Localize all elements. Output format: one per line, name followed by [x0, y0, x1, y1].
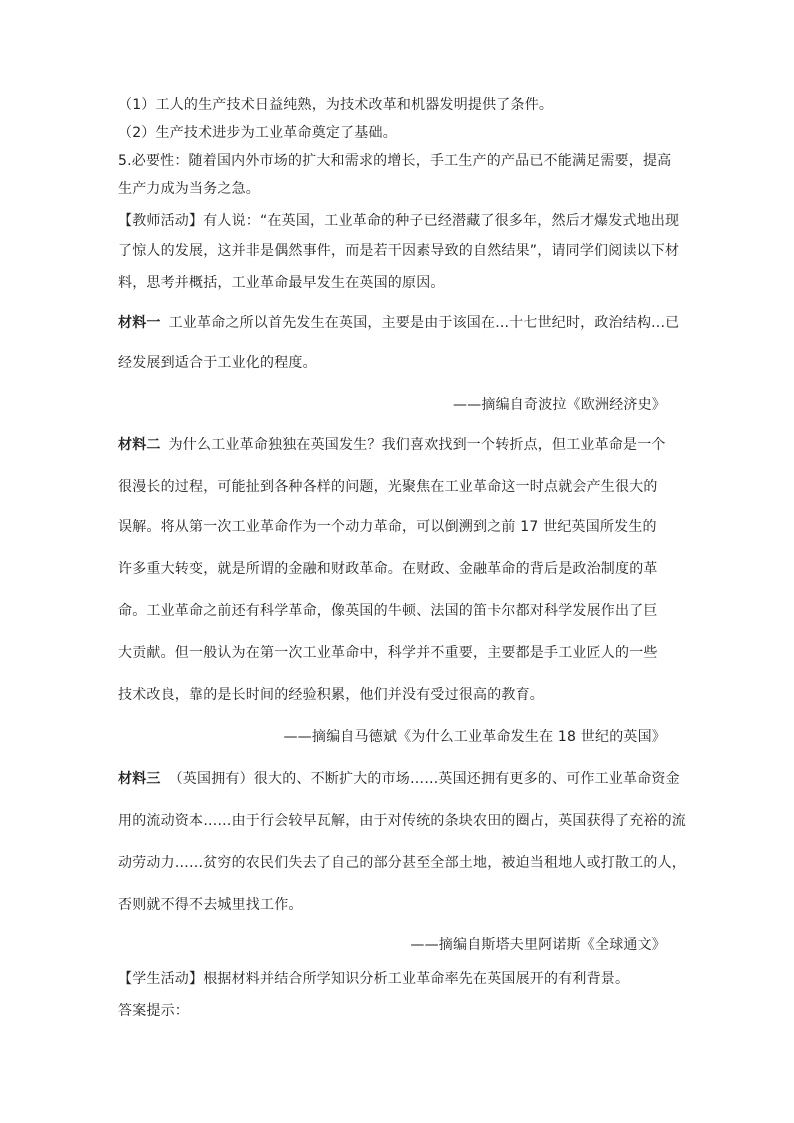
material-1-source: ——摘编自奇波拉《欧洲经济史》 — [453, 397, 666, 413]
material-3-line-4: 否则就不得不去城里找工作。 — [118, 897, 303, 913]
intro-line-1: （1）工人的生产技术日益纯熟，为技术改革和机器发明提供了条件。 — [118, 97, 554, 113]
intro-line-4: 生产力成为当务之急。 — [118, 181, 260, 197]
material-3-source: ——摘编自斯塔夫里阿诺斯《全球通文》 — [410, 937, 666, 953]
material-3-line-3: 动劳动力……贫穷的农民们失去了自己的部分甚至全部土地，被迫当租地人或打散工的人， — [118, 855, 686, 871]
answer-hint-label: 答案提示： — [118, 1003, 189, 1019]
intro-line-3: 5.必要性：随着国内外市场的扩大和需求的增长，手工生产的产品已不能满足需要，提高 — [118, 153, 672, 169]
teacher-activity-line-2: 了惊人的发展，这并非是偶然事件，而是若干因素导致的自然结果”，请同学们阅读以下材 — [118, 243, 680, 259]
material-2-text-1: 为什么工业革命独独在英国发生？我们喜欢找到一个转折点，但工业革命是一个 — [168, 437, 666, 453]
material-2-line-7: 技术改良，靠的是长时间的经验积累，他们并没有受过很高的教育。 — [118, 687, 544, 703]
material-1-line-1 — [118, 314, 688, 332]
intro-line-2: （2）生产技术进步为工业革命奠定了基础。 — [118, 125, 397, 141]
material-3-text-1: （英国拥有）很大的、不断扩大的市场……英国还拥有更多的、可作工业革命资金 — [168, 771, 680, 787]
student-activity-line-1: 【学生活动】根据材料并结合所学知识分析工业革命率先在英国展开的有利背景。 — [118, 971, 630, 987]
material-3-line-1 — [118, 770, 688, 788]
material-2-line-5: 命。工业革命之前还有科学革命，像英国的牛顿、法国的笛卡尔都对科学发展作出了巨 — [118, 603, 658, 619]
teacher-activity-line-1: 【教师活动】有人说：“在英国，工业革命的种子已经潜藏了很多年，然后才爆发式地出现 — [118, 213, 680, 229]
material-2-line-4: 许多重大转变，就是所谓的金融和财政革命。在财政、金融革命的背后是政治制度的革 — [118, 561, 658, 577]
material-1-text-1: 工业革命之所以首先发生在英国，主要是由于该国在...十七世纪时，政治结构...已 — [168, 315, 680, 331]
material-2-line-1 — [118, 436, 688, 454]
material-1-label: 材料一 — [118, 315, 161, 331]
material-2-line-2: 很漫长的过程，可能扯到各种各样的问题，光聚焦在工业革命这一时点就会产生很大的 — [118, 479, 658, 495]
material-2-line-3: 误解。将从第一次工业革命作为一个动力革命，可以倒溯到之前 17 世纪英国所发生的 — [118, 519, 657, 535]
material-3-line-2: 用的流动资本……由于行会较早瓦解，由于对传统的条块农田的圈占，英国获得了充裕的流 — [118, 813, 686, 829]
material-1-line-2: 经发展到适合于工业化的程度。 — [118, 355, 317, 371]
material-2-source: ——摘编自马德斌《为什么工业革命发生在 18 世纪的英国》 — [283, 729, 666, 745]
material-3-label: 材料三 — [118, 771, 161, 787]
teacher-activity-line-3: 料，思考并概括，工业革命最早发生在英国的原因。 — [118, 275, 445, 291]
material-2-label: 材料二 — [118, 437, 161, 453]
material-2-line-6: 大贡献。但一般认为在第一次工业革命中，科学并不重要，主要都是手工业匠人的一些 — [118, 645, 658, 661]
